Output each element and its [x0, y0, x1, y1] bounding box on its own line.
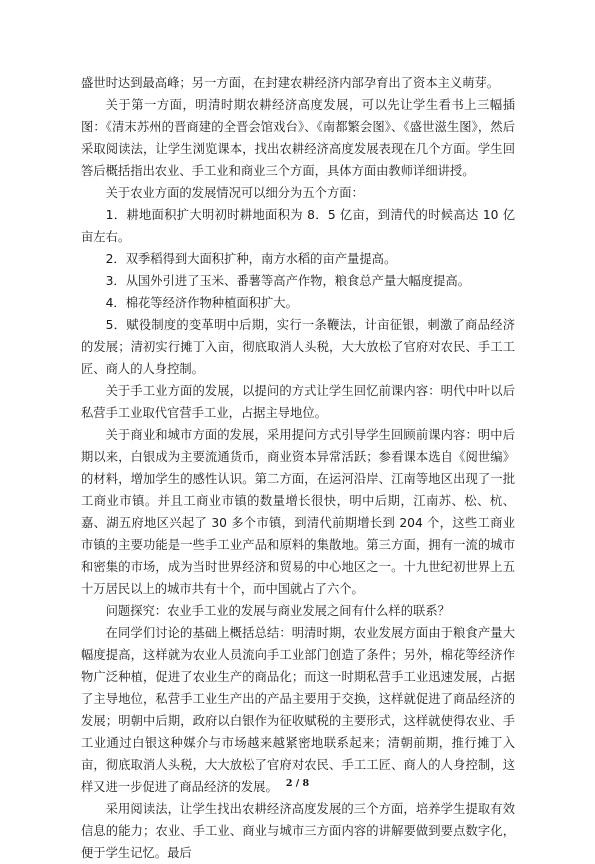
paragraph: 关于手工业方面的发展，以提问的方式让学生回忆前课内容：明代中叶以后私营手工业取代官营手工业，占据主导地位。	[81, 384, 515, 420]
paragraph: 4．棉花等经济作物种植面积扩大。	[105, 296, 298, 310]
paragraph: 关于商业和城市方面的发展，采用提问方式引导学生回顾前课内容：明中后期以来，白银成为主要流通货币，商业资本异常活跃；参看课本选自《阅世编》的材料，增加学生的感性认识。第二方面，在运河沿岸、江南等地区出现了一批工商业市镇。并且工商业市镇的数量增长很快，明中后期，江南苏、松、杭、嘉、湖五府地区兴起了 30 多个市镇，到清代前期增长到 204 个，这些工商业市镇的主要功能是一些手工业产品和原料的集散地。第三方面，拥有一流的城市和密集的市场，成为当时世界经济和贸易的中心地区之一。十九世纪初世界上五十万居民以上的城市共有十个，而中国就占了六个。	[81, 428, 515, 596]
paragraph: 盛世时达到最高峰；另一方面，在封建农耕经济内部孕育出了资本主义萌芽。	[81, 76, 500, 90]
page-number: 2 / 8	[285, 778, 310, 789]
document-body	[81, 72, 515, 864]
paragraph: 2．双季稻得到大面积扩种，南方水稻的亩产量提高。	[105, 252, 397, 266]
paragraph: 关于第一方面，明清时期农耕经济高度发展，可以先让学生看书上三幅插图：《清末苏州的晋商建的全晋会馆戏台》、《南都繁会图》、《盛世滋生图》，然后采取阅读法，让学生浏览课本，找出农耕经济高度发展表现在几个方面。学生回答后概括指出农业、手工业和商业三个方面，具体方面由教师详细讲授。	[81, 98, 515, 178]
paragraph: 关于农业方面的发展情况可以细分为五个方面：	[105, 186, 364, 200]
paragraph: 1．耕地面积扩大明初时耕地面积为 8．5 亿亩，到清代的时候高达 10 亿亩左右。	[81, 208, 515, 244]
paragraph: 3．从国外引进了玉米、番薯等高产作物，粮食总产量大幅度提高。	[105, 274, 471, 288]
paragraph: 5．赋役制度的变革明中后期，实行一条鞭法，计亩征银，刺激了商品经济的发展；清初实行摊丁入亩，彻底取消人头税，大大放松了官府对农民、手工工匠、商人的人身控制。	[81, 318, 515, 376]
paragraph: 问题探究：农业手工业的发展与商业发展之间有什么样的联系？	[105, 604, 450, 618]
paragraph: 采用阅读法，让学生找出农耕经济高度发展的三个方面，培养学生提取有效信息的能力；农业、手工业、商业与城市三方面内容的讲解要做到要点数字化，便于学生记忆。最后	[81, 802, 515, 860]
paragraph: 在同学们讨论的基础上概括总结：明清时期，农业发展方面由于粮食产量大幅度提高，这样就为农业人员流向手工业部门创造了条件；另外，棉花等经济作物广泛种植，促进了农业生产的商品化；而这一时期私营手工业迅速发展，占据了主导地位，私营手工业生产出的产品主要用于交换，这样就促进了商品经济的发展；明朝中后期，政府以白银作为征收赋税的主要形式，这样就使得农业、手工业通过白银这种媒介与市场越来越紧密地联系起来；清朝前期，推行摊丁入亩，彻底取消人头税，大大放松了官府对农民、手工工匠、商人的人身控制，这样又进一步促进了商品经济的发展。	[81, 626, 515, 794]
